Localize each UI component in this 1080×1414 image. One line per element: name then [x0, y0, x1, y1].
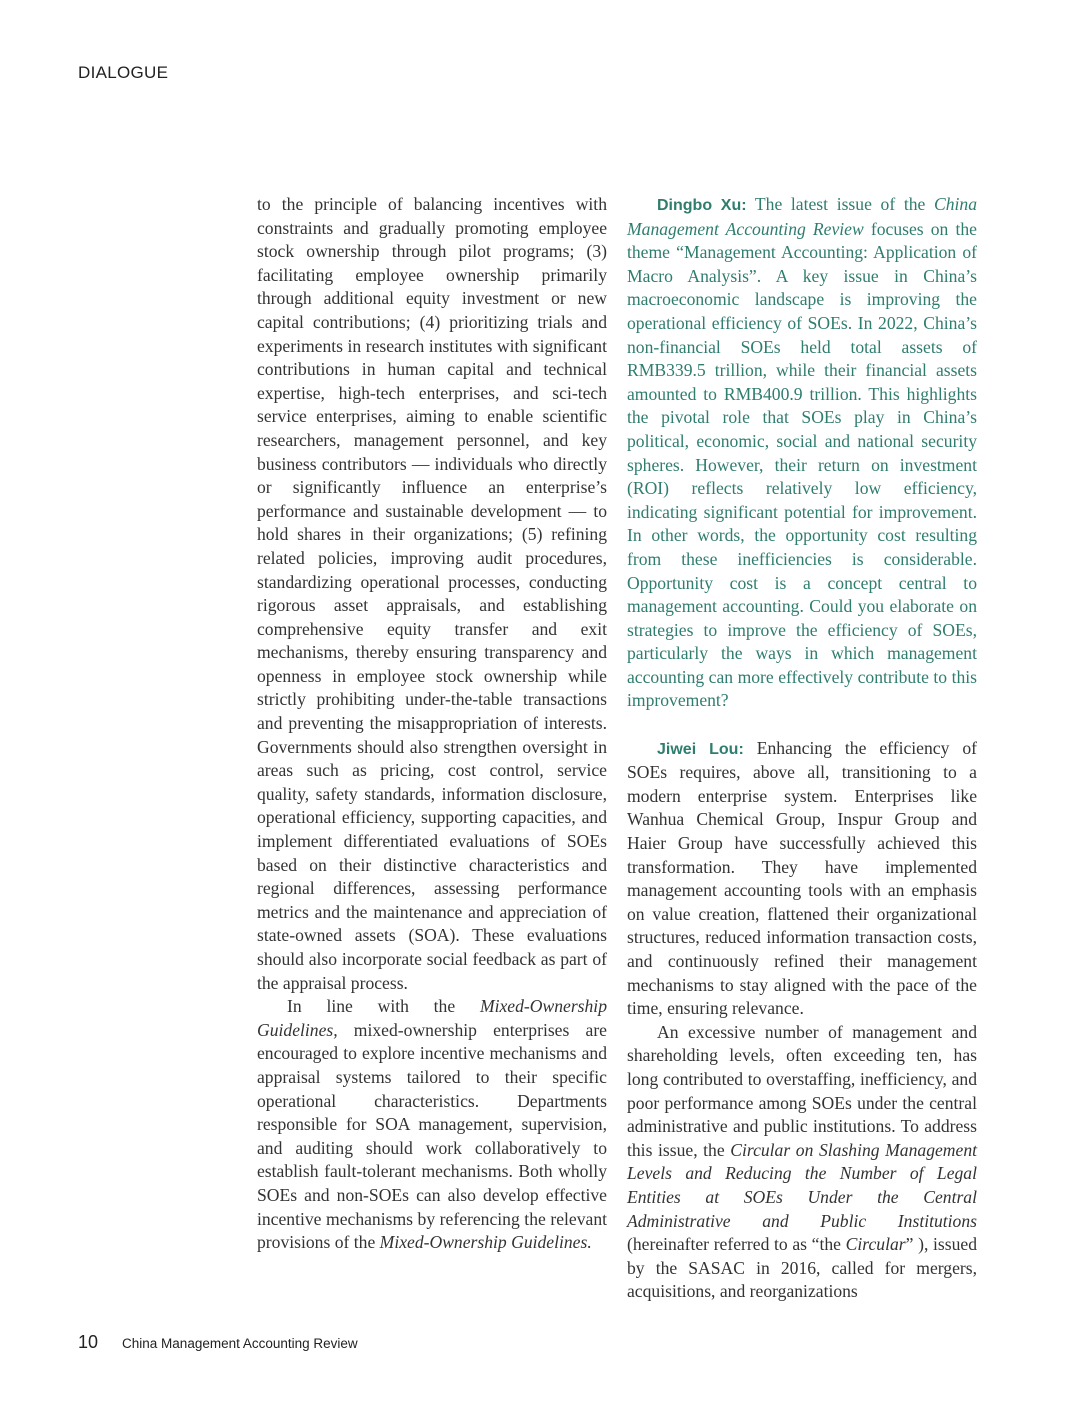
text-run: focuses on the theme “Management Accounting: Application of Macro Analysis”. A key issue in China’s macroeconomic landscape is improving the operational efficiency of SOEs. In 2022, China’s non-financial SOEs held total assets of RMB339.5 trillion, while their financial assets amounted to RMB400.9 trillion. This highlights the pivotal role that SOEs play in China’s political, economic, social and national security spheres. However, their return on investment (ROI) reflects relatively low efficiency, indicating significant potential for improvement. In other words, the opportunity cost resulting from these inefficiencies is considerable. Opportunity cost is a concept central to management accounting. Could you elaborate on strategies to improve the efficiency of SOEs, particularly the ways in which management accounting can more effectively contribute to this improvement?	[627, 218, 977, 711]
text-run: (hereinafter referred to as “the	[627, 1234, 846, 1255]
body-paragraph	[627, 1021, 977, 1304]
speaker-name: Dingbo Xu:	[657, 197, 747, 214]
document-title: Circular on Slashing Management Levels and Reducing the Number of Legal Entities at SOEs Under the Central Administrative and Public Institutions	[627, 1139, 977, 1231]
publication-name: China Management Accounting Review	[122, 1336, 358, 1351]
text-run: The latest issue of the	[746, 194, 934, 214]
text-run: In line with the	[287, 996, 480, 1017]
document-title: Mixed-Ownership Guidelines,	[257, 996, 607, 1040]
document-title: Circular	[845, 1234, 906, 1255]
section-label: DIALOGUE	[78, 63, 169, 82]
question-paragraph	[627, 193, 977, 713]
answer-paragraph	[627, 737, 977, 1021]
body-paragraph: to the principle of balancing incentives with constraints and gradually promoting employee stock ownership through pilot programs; (3) facilitating employee ownership primarily through additional equity investment or new capital contributions; (4) prioritizing trials and experiments in research institutes with significant contributions in human capital and technical expertise, high-tech enterprises, and sci-tech service enterprises, aiming to enable scientific researchers, management personnel, and key business contributors — individuals who directly or significantly influence an enterprise’s performance and sustainable development — to hold shares in their organizations; (5) refining related policies, improving audit procedures, standardizing operational processes, conducting rigorous asset appraisals, and establishing comprehensive equity transfer and exit mechanisms, thereby ensuring transparency and openness in employee stock ownership while strictly prohibiting under-the-table transactions and preventing the misappropriation of interests. Governments should also strengthen oversight in areas such as pricing, cost control, service quality, safety standards, information disclosure, operational efficiency, supporting capacities, and implement differentiated evaluations of SOEs based on their distinctive characteristics and regional differences, assessing performance metrics and the maintenance and appreciation of state-owned assets (SOA). These evaluations should also incorporate social feedback as part of the appraisal process.	[257, 194, 607, 993]
page-number: 10	[78, 1332, 99, 1352]
paragraph-gap	[627, 713, 977, 737]
body-paragraph	[257, 995, 607, 1255]
text-run: Enhancing the efficiency of SOEs requires, above all, transitioning to a modern enterprise system. Enterprises like Wanhua Chemical Group, Inspur Group and Haier Group have successfully achieved this transformation. They have implemented management accounting tools with an emphasis on value creation, flattened their organizational structures, reduced information transaction costs, and continuously refined their management mechanisms to stay aligned with the pace of the time, ensuring relevance.	[627, 737, 977, 1019]
text-run: mixed-ownership enterprises are encouraged to explore incentive mechanisms and appraisal systems tailored to their specific operational characteristics. Departments responsible for SOA management, supervision, and auditing should work collaboratively to establish fault-tolerant mechanisms. Both wholly SOEs and non-SOEs can also develop effective incentive mechanisms by referencing the relevant provisions of the	[257, 1019, 607, 1253]
text-run: ” ), issued by the SASAC in 2016, called for mergers, acquisitions, and reorganizations	[627, 1234, 977, 1302]
text-run: An excessive number of management and shareholding levels, often exceeding ten, has long contributed to overstaffing, inefficiency, and poor performance among SOEs under the central administrative and public institutions. To address this issue, the	[627, 1021, 977, 1160]
document-title: Mixed-Ownership Guidelines.	[379, 1232, 592, 1253]
page-footer	[78, 1332, 358, 1353]
left-column	[257, 193, 607, 1255]
right-column	[627, 193, 977, 1304]
publication-title: China Management Accounting Review	[627, 194, 977, 239]
speaker-name: Jiwei Lou:	[657, 740, 744, 758]
